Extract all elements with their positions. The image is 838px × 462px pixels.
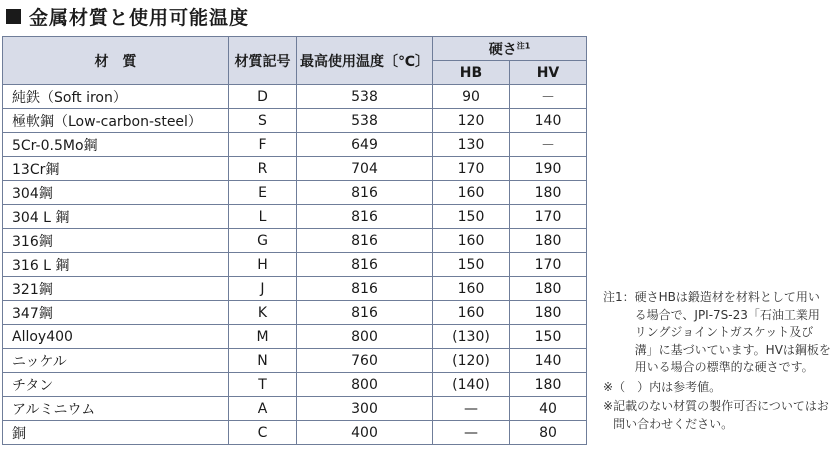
cell-hb: 90 — [433, 85, 510, 109]
cell-material: 5Cr-0.5Mo鋼 — [3, 133, 229, 157]
cell-hv: 180 — [510, 229, 587, 253]
table-row — [3, 301, 587, 325]
cell-max-temp: 300 — [297, 397, 433, 421]
cell-material: 304鋼 — [3, 181, 229, 205]
cell-max-temp: 538 — [297, 109, 433, 133]
cell-material: 316 L 鋼 — [3, 253, 229, 277]
table-row — [3, 373, 587, 397]
cell-max-temp: 816 — [297, 301, 433, 325]
cell-hb: 160 — [433, 301, 510, 325]
cell-max-temp: 816 — [297, 205, 433, 229]
cell-material: ニッケル — [3, 349, 229, 373]
cell-max-temp: 816 — [297, 253, 433, 277]
header-hardness — [433, 37, 587, 61]
footnote-text: 硬さHBは鍛造材を材料として用いる場合で、JPI-7S-23「石油工業用リングジョイントガスケット及び溝」に基づいています。HVは鋼板を用いる場合の標準的な硬さです。 — [634, 290, 831, 374]
header-symbol: 材質記号 — [229, 37, 297, 85]
footnote — [603, 379, 831, 397]
cell-symbol: C — [229, 421, 297, 445]
cell-material: 316鋼 — [3, 229, 229, 253]
cell-max-temp: 816 — [297, 181, 433, 205]
cell-hb: 150 — [433, 253, 510, 277]
cell-hv: 170 — [510, 205, 587, 229]
cell-hb: (120) — [433, 349, 510, 373]
cell-material: 321鋼 — [3, 277, 229, 301]
cell-max-temp: 400 — [297, 421, 433, 445]
footnote-mark: ※ — [603, 399, 614, 413]
cell-hb: (140) — [433, 373, 510, 397]
footnote-mark: 注1： — [603, 290, 635, 304]
cell-hb: — — [433, 397, 510, 421]
cell-material: アルミニウム — [3, 397, 229, 421]
cell-symbol: J — [229, 277, 297, 301]
cell-max-temp: 704 — [297, 157, 433, 181]
header-hb: HB — [433, 61, 510, 85]
table-row — [3, 133, 587, 157]
table-row — [3, 85, 587, 109]
cell-max-temp: 800 — [297, 325, 433, 349]
cell-hv: 180 — [510, 181, 587, 205]
cell-hb: 160 — [433, 181, 510, 205]
cell-material: チタン — [3, 373, 229, 397]
cell-symbol: L — [229, 205, 297, 229]
table-row — [3, 229, 587, 253]
cell-max-temp: 538 — [297, 85, 433, 109]
cell-hv: 180 — [510, 301, 587, 325]
page-title: 金属材質と使用可能温度 — [29, 6, 250, 29]
cell-max-temp: 800 — [297, 373, 433, 397]
cell-symbol: K — [229, 301, 297, 325]
cell-symbol: N — [229, 349, 297, 373]
table-row — [3, 277, 587, 301]
cell-hv: － — [510, 133, 587, 157]
cell-hb: 160 — [433, 277, 510, 301]
table-row — [3, 109, 587, 133]
cell-max-temp: 760 — [297, 349, 433, 373]
table-row — [3, 349, 587, 373]
cell-hb: 170 — [433, 157, 510, 181]
cell-symbol: F — [229, 133, 297, 157]
cell-material: 13Cr鋼 — [3, 157, 229, 181]
cell-symbol: G — [229, 229, 297, 253]
table-row — [3, 325, 587, 349]
cell-hv: 170 — [510, 253, 587, 277]
header-hv: HV — [510, 61, 587, 85]
table-row — [3, 205, 587, 229]
cell-material: 極軟鋼（Low-carbon-steel） — [3, 109, 229, 133]
cell-symbol: H — [229, 253, 297, 277]
cell-material: 銅 — [3, 421, 229, 445]
cell-material: Alloy400 — [3, 325, 229, 349]
cell-symbol: A — [229, 397, 297, 421]
cell-symbol: S — [229, 109, 297, 133]
table-row — [3, 253, 587, 277]
cell-material: 347鋼 — [3, 301, 229, 325]
cell-hv: － — [510, 85, 587, 109]
cell-hb: — — [433, 421, 510, 445]
table-row — [3, 397, 587, 421]
cell-hv: 140 — [510, 109, 587, 133]
cell-hv: 180 — [510, 277, 587, 301]
hardness-note-ref: 注1 — [516, 40, 531, 50]
material-temperature-table — [2, 36, 587, 445]
cell-symbol: D — [229, 85, 297, 109]
cell-hv: 150 — [510, 325, 587, 349]
footnote — [603, 289, 831, 377]
table-body — [3, 85, 587, 445]
header-max-temp: 最高使用温度〔℃〕 — [297, 37, 433, 85]
cell-hb: 120 — [433, 109, 510, 133]
cell-hv: 140 — [510, 349, 587, 373]
cell-symbol: T — [229, 373, 297, 397]
cell-material: 純鉄（Soft iron） — [3, 85, 229, 109]
table-row — [3, 421, 587, 445]
cell-hb: 130 — [433, 133, 510, 157]
footnote-text: 記載のない材質の製作可否についてはお問い合わせください。 — [613, 399, 829, 431]
header-hardness-label: 硬さ — [488, 41, 517, 58]
cell-hb: 150 — [433, 205, 510, 229]
cell-hv: 40 — [510, 397, 587, 421]
cell-hv: 190 — [510, 157, 587, 181]
cell-max-temp: 649 — [297, 133, 433, 157]
cell-symbol: E — [229, 181, 297, 205]
cell-symbol: M — [229, 325, 297, 349]
footnote-mark: ※ — [603, 379, 614, 394]
cell-hv: 180 — [510, 373, 587, 397]
cell-max-temp: 816 — [297, 229, 433, 253]
table-row — [3, 157, 587, 181]
cell-hv: 80 — [510, 421, 587, 445]
footnote-text: （ ）内は参考値。 — [613, 379, 722, 394]
footnotes — [603, 289, 831, 435]
footnote — [603, 398, 831, 433]
title-square-icon — [6, 9, 21, 24]
section-title — [6, 2, 249, 30]
cell-max-temp: 816 — [297, 277, 433, 301]
cell-symbol: R — [229, 157, 297, 181]
table-row — [3, 181, 587, 205]
cell-material: 304 L 鋼 — [3, 205, 229, 229]
cell-hb: (130) — [433, 325, 510, 349]
cell-hb: 160 — [433, 229, 510, 253]
header-material: 材 質 — [3, 37, 229, 85]
